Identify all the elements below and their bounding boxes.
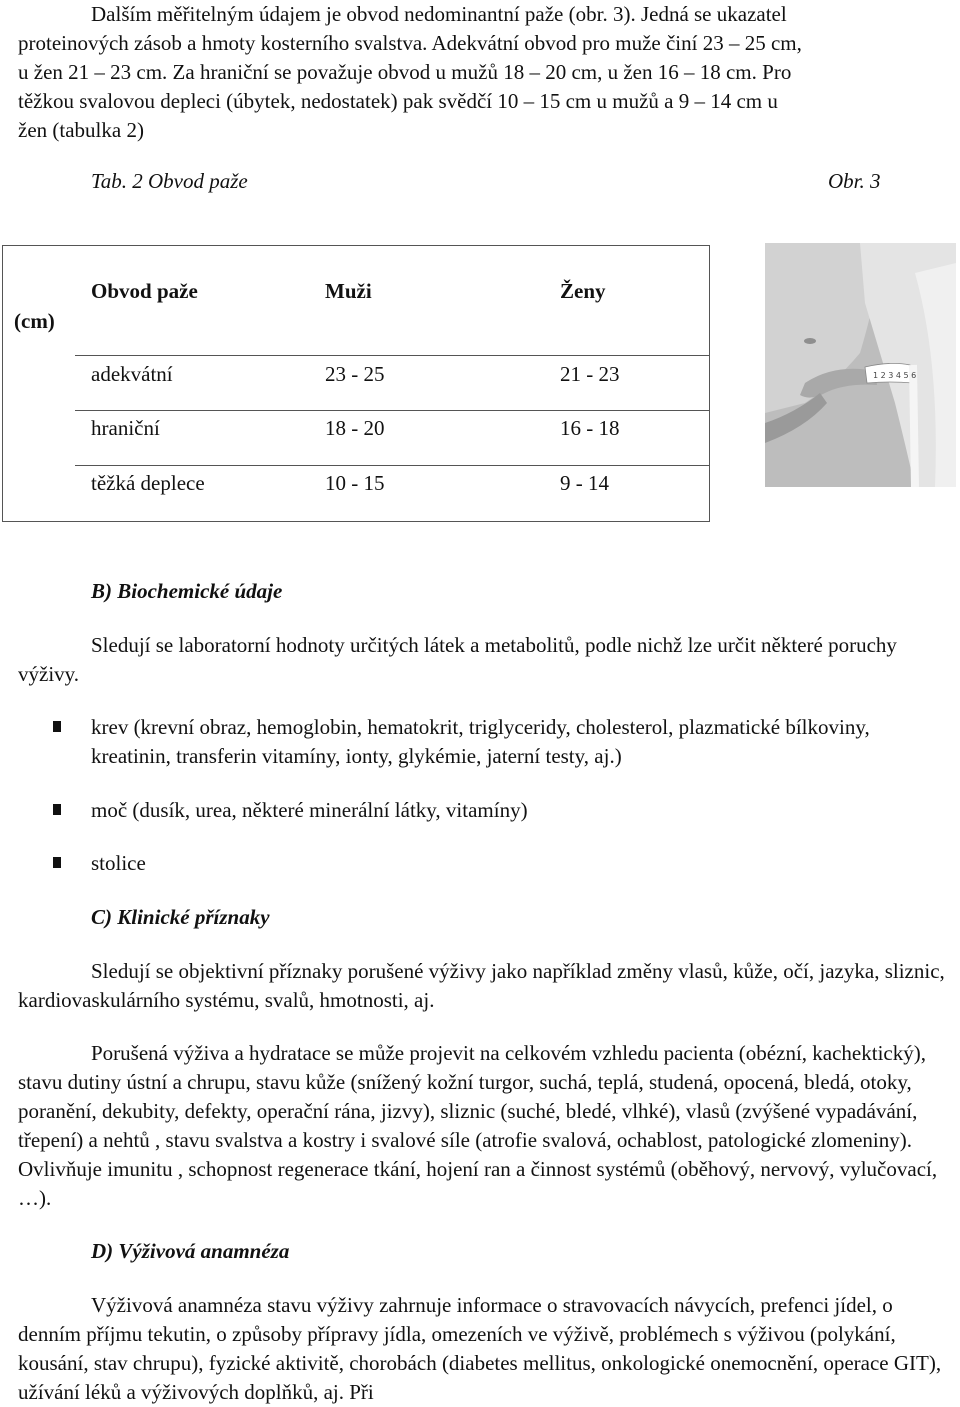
arm-circumference-table xyxy=(2,245,710,522)
section-d-heading: D) Výživová anamnéza xyxy=(91,1239,290,1263)
table-cell: 16 - 18 xyxy=(560,416,620,440)
table-cell: 9 - 14 xyxy=(560,471,609,495)
table-cell: 10 - 15 xyxy=(325,471,385,495)
intro-line: proteinových zásob a hmoty kosterního svalstva. Adekvátní obvod pro muže činí 23 – 25 cm, xyxy=(18,31,802,55)
intro-line: u žen 21 – 23 cm. Za hraniční se považuje obvod u mužů 18 – 20 cm, u žen 16 – 18 cm. Pro xyxy=(18,60,792,84)
section-c-paragraph: Porušená výživa a hydratace se může projevit na celkovém vzhledu pacienta (obézní, kachektický), stavu dutiny ústní a chrupu, stavu kůže (snížený kožní turgor, suchá, teplá, studená, opocená, bledá, otoky, poranění, dekubity, defekty, operační rána, jizvy), sliznic (suché, bledé, vlhké), vlasů (zvýšené vypadávání, třepení) a nehtů , stavu svalstva a kostry i svalové síle (atrofie svalová, ochablost, patologické zlomeniny). Ovlivňuje imunitu , schopnost regenerace tkání, hojení ran a činnost systémů (oběhový, nervový, vylučovací, …). xyxy=(18,1041,938,1210)
bullet-square-icon xyxy=(53,804,61,815)
arm-illustration xyxy=(765,243,956,487)
table-header: Obvod paže xyxy=(91,279,198,303)
section-d-paragraph: Výživová anamnéza stavu výživy zahrnuje informace o stravovacích návycích, prefenci jídel, o denním příjmu tekutin, o způsoby přípravy jídla, omezeních ve výživě, problémech s výživou (polykání, kousání, stav chrupu), fyzické aktivitě, chorobách (diabetes mellitus, onkologické onemocnění, operace GIT), užívání léků a výživových doplňků, aj. Při xyxy=(18,1293,942,1404)
figure-caption: Obr. 3 xyxy=(828,169,881,193)
table-cell: hraniční xyxy=(91,416,160,440)
section-c-paragraph: Sledují se objektivní příznaky porušené výživy jako například změny vlasů, kůže, očí, jazyka, sliznic, kardiovaskulárního systému, svalů, hmotnosti, aj. xyxy=(18,959,945,1012)
table-cell: adekvátní xyxy=(91,362,173,386)
table-unit: (cm) xyxy=(14,309,55,333)
table-cell: 21 - 23 xyxy=(560,362,620,386)
list-item-text: moč (dusík, urea, některé minerální látky, vitamíny) xyxy=(91,798,528,822)
intro-line: Dalším měřitelným údajem je obvod nedominantní paže (obr. 3). Jedná se ukazatel xyxy=(91,2,787,26)
table-header: Muži xyxy=(325,279,372,303)
intro-line: žen (tabulka 2) xyxy=(18,118,144,142)
intro-line: těžkou svalovou depleci (úbytek, nedostatek) pak svědčí 10 – 15 cm u mužů a 9 – 14 cm u xyxy=(18,89,778,113)
table-header: Ženy xyxy=(560,279,606,303)
table-cell: těžká deplece xyxy=(91,471,205,495)
table-cell: 23 - 25 xyxy=(325,362,385,386)
arm-measurement-photo xyxy=(765,243,956,487)
table-cell: 18 - 20 xyxy=(325,416,385,440)
section-b-heading: B) Biochemické údaje xyxy=(91,579,283,603)
list-item-text: krev (krevní obraz, hemoglobin, hematokrit, triglyceridy, cholesterol, plazmatické bílkoviny, kreatinin, transferin vitamíny, ionty, glykémie, jaterní testy, aj.) xyxy=(91,715,870,768)
section-b-paragraph: Sledují se laboratorní hodnoty určitých látek a metabolitů, podle nichž lze určit některé poruchy výživy. xyxy=(18,633,897,686)
bullet-square-icon xyxy=(53,857,61,868)
bullet-square-icon xyxy=(53,721,61,732)
tape-marks: 1 2 3 4 5 6 xyxy=(873,371,917,380)
section-c-heading: C) Klinické příznaky xyxy=(91,905,270,929)
table-caption: Tab. 2 Obvod paže xyxy=(91,169,248,193)
intro-paragraph xyxy=(18,0,958,145)
list-item-text: stolice xyxy=(91,851,146,875)
